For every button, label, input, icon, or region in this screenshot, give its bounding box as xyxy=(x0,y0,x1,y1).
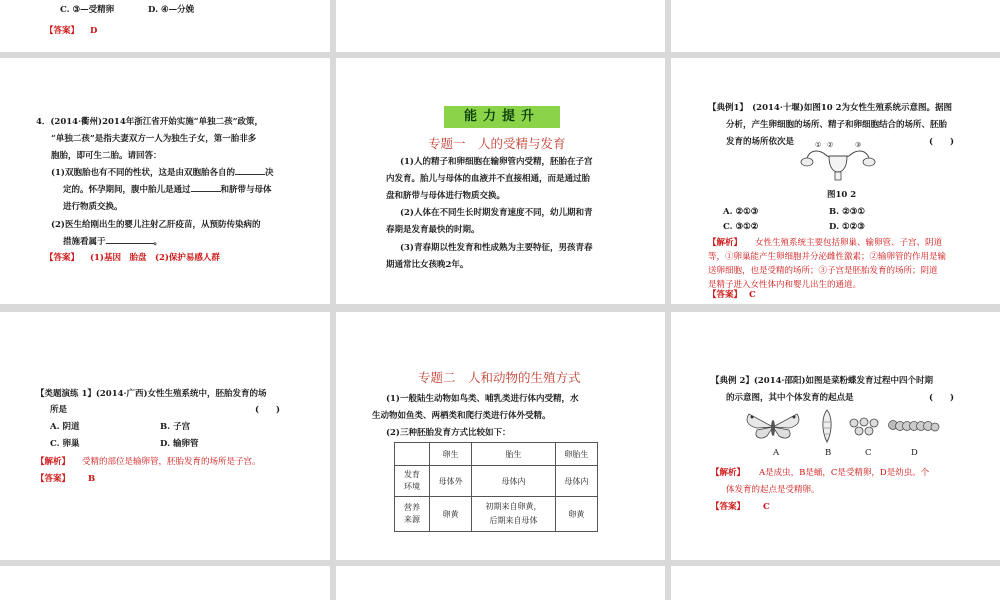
slide-bottom-middle xyxy=(336,566,665,600)
p1-option-b: B. 子宫 xyxy=(160,422,191,432)
table-header-cell xyxy=(395,443,430,466)
p1-option-d: D. 输卵管 xyxy=(160,439,199,449)
ability-p3-l1: (3)青春期以性发育和性成熟为主要特征，男孩青春 xyxy=(400,243,593,253)
table-cell: 卵黄 xyxy=(430,497,472,532)
topic2-p2: (2)三种胚胎发育方式比较如下： xyxy=(386,428,511,438)
p1-analysis-text: 受精的部位是输卵管，胚胎发育的场所是子宫。 xyxy=(82,457,261,467)
ex2-paren: ( ) xyxy=(929,393,955,403)
ex1-option-b: B. ②③① xyxy=(829,207,865,217)
table-row-head xyxy=(395,497,430,532)
fig-label-2: ② xyxy=(827,141,834,149)
ex2-answer-label: 【答案】 xyxy=(711,502,746,512)
option-d: D. ④—分娩 xyxy=(148,5,195,15)
q4-line1: 4．(2014·衢州)2014年浙江省开始实施“单独二孩”政策， xyxy=(36,117,264,127)
q4-sub1-line1 xyxy=(51,166,273,180)
row2-c2-l2: 后期来自母体 xyxy=(489,516,538,525)
ex1-line2: 分析，产生卵细胞的场所、精子和卵细胞结合的场所、胚胎 xyxy=(726,120,948,130)
ex2-analysis-l2: 体发育的起点是受精卵。 xyxy=(726,485,820,495)
row1-head-l1: 发育 xyxy=(404,470,420,479)
topic2-p1-l2: 生动物如鱼类、两栖类和爬行类进行体外受精。 xyxy=(372,411,551,421)
p1-line2: 所是 xyxy=(50,405,68,415)
fig-label-3: ③ xyxy=(855,141,862,149)
uterus-diagram xyxy=(799,142,877,182)
q4-sub1-line3: 进行物质交换。 xyxy=(63,202,123,212)
table-row xyxy=(395,497,598,532)
q4-sub2-text-b: 措施看属于 xyxy=(63,237,106,247)
ex1-option-c: C. ③①② xyxy=(723,222,759,232)
ex2-answer-value: C xyxy=(763,502,770,512)
ex1-answer-label: 【答案】 xyxy=(708,290,743,300)
table-header-cell: 胎生 xyxy=(472,443,555,466)
slide-topic-2 xyxy=(336,312,665,560)
q4-answer-value: (1)基因 胎盘 (2)保护易感人群 xyxy=(90,253,220,263)
figure-caption: 图10 2 xyxy=(827,190,857,200)
embryo-comparison-table xyxy=(394,442,598,532)
table-cell: 母体内 xyxy=(555,466,597,497)
img-label-a: A xyxy=(773,448,780,458)
p1-analysis-label: 【解析】 xyxy=(36,457,71,467)
butterfly-adult-image xyxy=(743,410,803,444)
ability-p1-l2: 内发育。胎儿与母体的血液并不直接相通，而是通过胎 xyxy=(386,174,591,184)
slide-top-right xyxy=(671,0,1000,52)
ability-p2-l2: 春期是发育最快的时期。 xyxy=(386,225,480,235)
answer-value: D xyxy=(90,26,98,36)
answer-label: 【答案】 xyxy=(45,26,80,36)
img-label-b: B xyxy=(825,448,832,458)
p1-paren: ( ) xyxy=(255,405,281,415)
ex1-analysis-l3: 送卵细胞，也是受精的场所；③子宫是胚胎发育的场所；阴道 xyxy=(708,266,938,276)
ex1-option-a: A. ②①③ xyxy=(723,207,759,217)
row1-head-l2: 环境 xyxy=(404,482,420,491)
table-cell: 母体内 xyxy=(472,466,555,497)
row2-c2-l1: 初期来自卵黄， xyxy=(485,502,542,511)
ex2-line1: 【典例 2】(2014·邵阳)如图是菜粉蝶发育过程中四个时期 xyxy=(711,376,934,386)
ability-p1-l1: (1)人的精子和卵细胞在输卵管内受精，胚胎在子宫 xyxy=(400,157,593,167)
slide-ability xyxy=(336,58,665,304)
table-cell: 卵黄 xyxy=(555,497,597,532)
pupa-image xyxy=(819,408,835,444)
q4-sub2-line1: (2)医生给刚出生的婴儿注射乙肝疫苗，从预防传染病的 xyxy=(51,220,261,230)
table-cell: 母体外 xyxy=(430,466,472,497)
answer-blank-1 xyxy=(235,166,265,175)
p1-option-a: A. 阴道 xyxy=(50,422,80,432)
eggs-image xyxy=(848,416,882,436)
row2-head-l2: 来源 xyxy=(404,515,420,524)
p1-option-c: C. 卵巢 xyxy=(50,439,80,449)
slide-example-1 xyxy=(671,58,1000,304)
topic2-heading: 专题二 人和动物的生殖方式 xyxy=(418,370,581,385)
ex1-analysis-l4: 是精子进入女性体内和婴儿出生的通道。 xyxy=(708,280,862,290)
answer-blank-2 xyxy=(191,183,221,192)
ex1-analysis-l1: 女性生殖系统主要包括卵巢、输卵管、子宫、阴道 xyxy=(755,238,943,248)
slide-bottom-left xyxy=(0,566,330,600)
table-row xyxy=(395,466,598,497)
slide-practice-1 xyxy=(0,312,330,560)
slide-top-middle xyxy=(336,0,665,52)
fig-label-1: ① xyxy=(815,141,822,149)
ex2-line2: 的示意图，其中个体发育的起点是 xyxy=(726,393,854,403)
p1-answer-value: B xyxy=(88,474,96,484)
img-label-c: C xyxy=(865,448,872,458)
p1-answer-label: 【答案】 xyxy=(36,474,71,484)
q4-sub2-text-c: 。 xyxy=(153,237,163,247)
caterpillar-image xyxy=(887,416,943,434)
slide-example-2 xyxy=(671,312,1000,560)
q4-sub1-text-c: 定的。怀孕期间，腹中胎儿是通过 xyxy=(63,185,191,195)
table-row xyxy=(395,443,598,466)
ex1-option-d: D. ①②③ xyxy=(829,222,865,232)
slide-question-4 xyxy=(0,58,330,304)
img-label-d: D xyxy=(911,448,918,458)
q4-line2: “单独二孩”是指夫妻双方一人为独生子女，第一胎非多 xyxy=(51,134,257,144)
ex1-analysis-label: 【解析】 xyxy=(708,238,743,248)
ex1-line3: 发育的场所依次是 xyxy=(726,137,795,147)
topic2-p1-l1: (1)一般陆生动物如鸟类、哺乳类进行体内受精，水 xyxy=(386,394,579,404)
answer-blank-3 xyxy=(106,235,154,244)
topic1-heading: 专题一 人的受精与发育 xyxy=(428,136,566,151)
table-header-cell: 卵胎生 xyxy=(555,443,597,466)
q4-answer-label: 【答案】 xyxy=(45,253,80,263)
table-header-cell: 卵生 xyxy=(430,443,472,466)
row2-head-l1: 营养 xyxy=(404,503,420,512)
q4-sub1-line2 xyxy=(63,183,272,197)
q4-line3: 胞胎，即可生二胎。请回答： xyxy=(51,151,162,161)
slide-bottom-right xyxy=(671,566,1000,600)
table-row-head xyxy=(395,466,430,497)
q4-sub2-line2 xyxy=(63,235,162,249)
p1-line1: 【类题演练 1】(2014·广西)女性生殖系统中，胚胎发育的场 xyxy=(36,389,267,399)
ex2-analysis-label: 【解析】 xyxy=(711,468,746,478)
ability-p2-l1: (2)人体在不同生长时期发育速度不同，幼儿期和青 xyxy=(400,208,593,218)
q4-sub1-text-b: 决 xyxy=(264,168,274,178)
ex1-paren: ( ) xyxy=(929,137,955,147)
ex2-analysis-l1: A是成虫，B是蛹，C是受精卵，D是幼虫。个 xyxy=(759,468,930,478)
ex1-analysis-l2: 等，①卵巢能产生卵细胞并分泌雌性激素；②输卵管的作用是输 xyxy=(708,252,947,262)
ability-banner: 能力提升 xyxy=(444,106,560,128)
option-c: C. ③—受精卵 xyxy=(60,5,115,15)
q4-sub1-text-d: 和脐带与母体 xyxy=(220,185,272,195)
table-cell xyxy=(472,497,555,532)
q4-sub1-text-a: (1)双胞胎也有不同的性状，这是由双胞胎各自的 xyxy=(51,168,235,178)
slide-top-left xyxy=(0,0,330,52)
ability-p1-l3: 盘和脐带与母体进行物质交换。 xyxy=(386,191,506,201)
ex1-line1: 【典例1】 (2014·十堰)如图10 2为女性生殖系统示意图。据图 xyxy=(708,103,953,113)
ex1-answer-value: C xyxy=(749,290,756,300)
ability-p3-l2: 期通常比女孩晚2年。 xyxy=(386,260,469,270)
